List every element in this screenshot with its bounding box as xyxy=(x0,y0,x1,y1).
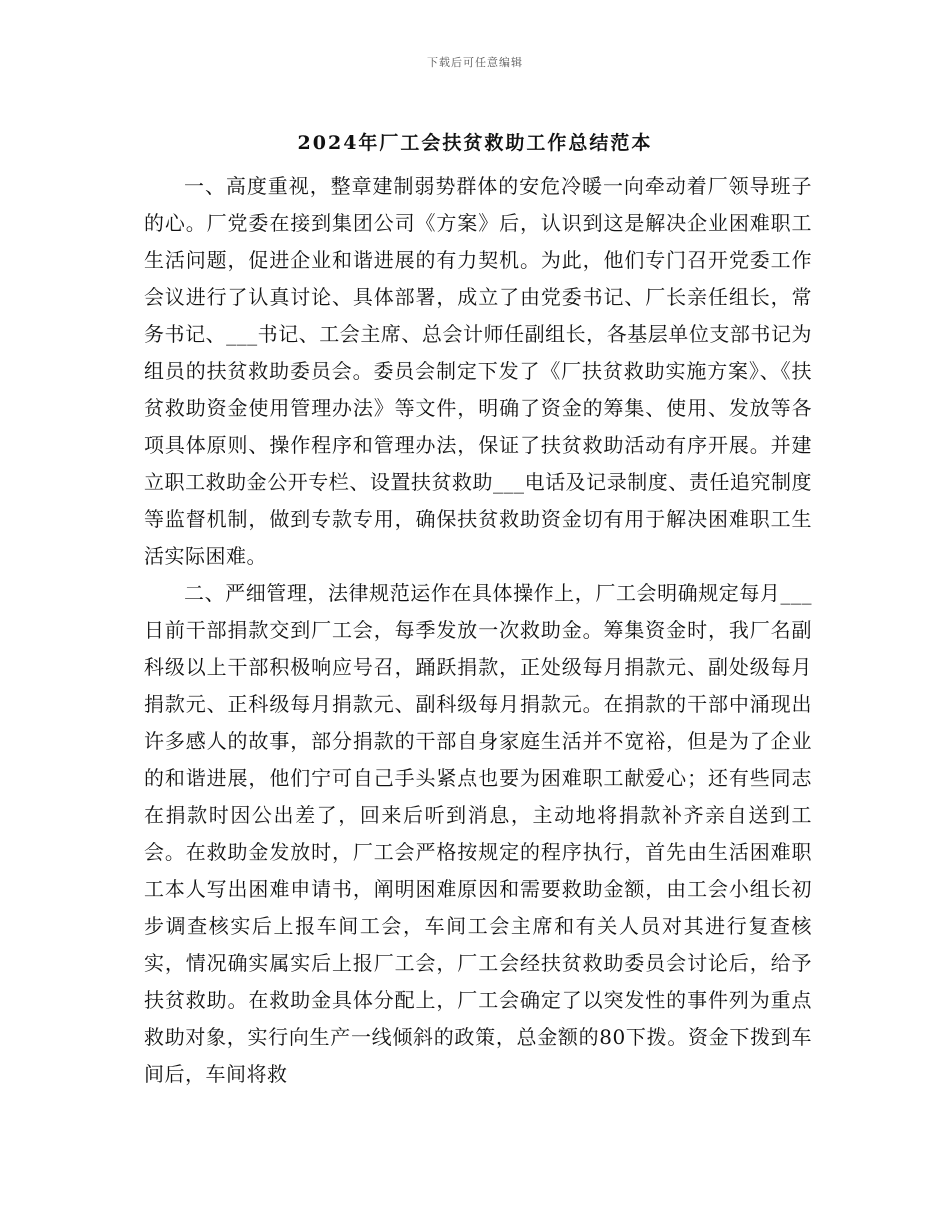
document-body xyxy=(144,168,812,1093)
paragraph-2: 二、严细管理，法律规范运作在具体操作上，厂工会明确规定每月___日前干部捐款交到厂工会，每季发放一次救助金。筹集资金时，我厂名副科级以上干部积极响应号召，踊跃捐款，正处级每月捐款元、副处级每月捐款元、正科级每月捐款元、副科级每月捐款元。在捐款的干部中涌现出许多感人的故事，部分捐款的干部自身家庭生活并不宽裕，但是为了企业的和谐进展，他们宁可自己手头紧点也要为困难职工献爱心；还有些同志在捐款时因公出差了，回来后听到消息，主动地将捐款补齐亲自送到工会。在救助金发放时，厂工会严格按规定的程序执行，首先由生活困难职工本人写出困难申请书，阐明困难原因和需要救助金额，由工会小组长初步调查核实后上报车间工会，车间工会主席和有关人员对其进行复查核实，情况确实属实后上报厂工会，厂工会经扶贫救助委员会讨论后，给予扶贫救助。在救助金具体分配上，厂工会确定了以突发性的事件列为重点救助对象，实行向生产一线倾斜的政策，总金额的80下拨。资金下拨到车间后，车间将救 xyxy=(144,581,812,1086)
paragraph-1: 一、高度重视，整章建制弱势群体的安危冷暖一向牵动着厂领导班子的心。厂党委在接到集团公司《方案》后，认识到这是解决企业困难职工生活问题，促进企业和谐进展的有力契机。为此，他们专门召开党委工作会议进行了认真讨论、具体部署，成立了由党委书记、厂长亲任组长，常务书记、___书记、工会主席、总会计师任副组长，各基层单位支部书记为组员的扶贫救助委员会。委员会制定下发了《厂扶贫救助实施方案》、《扶贫救助资金使用管理办法》等文件，明确了资金的筹集、使用、发放等各项具体原则、操作程序和管理办法，保证了扶贫救助活动有序开展。并建立职工救助金公开专栏、设置扶贫救助___电话及记录制度、责任追究制度等监督机制，做到专款专用，确保扶贫救助资金切有用于解决困难职工生活实际困难。 xyxy=(144,174,812,568)
page-header-note: 下载后可任意编辑 xyxy=(427,56,523,69)
document-title: 2024年厂工会扶贫救助工作总结范本 xyxy=(297,132,653,154)
